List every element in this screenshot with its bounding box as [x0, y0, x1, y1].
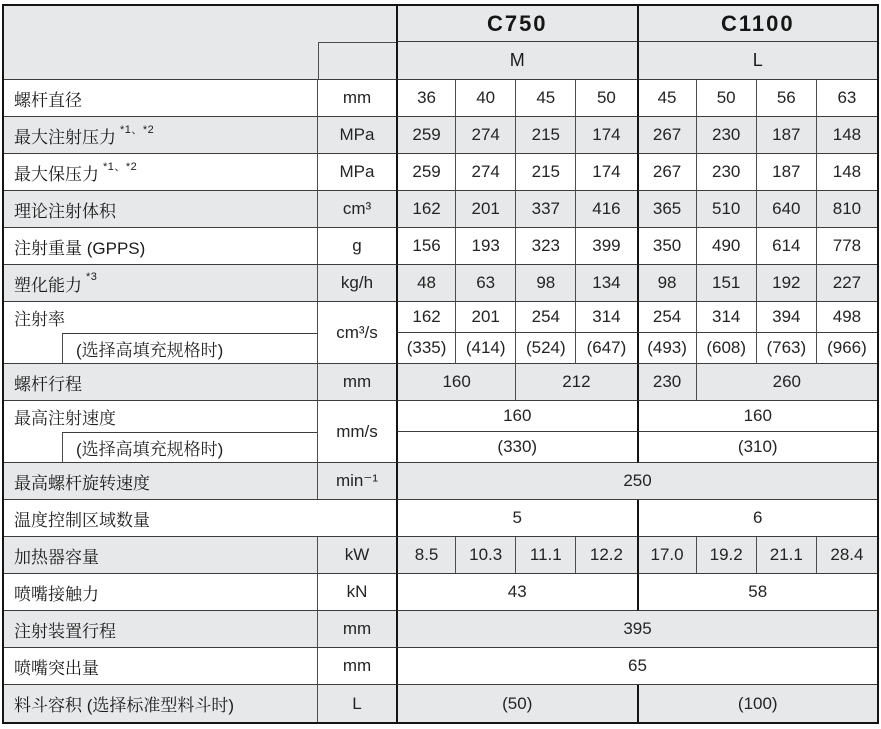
value-cell: 48	[396, 265, 456, 302]
value-cell: (647)	[576, 333, 636, 364]
value-cell: 50	[697, 80, 757, 117]
value-cell: 810	[817, 191, 877, 228]
value-cell: 43	[396, 574, 637, 611]
unit-screw-stroke: mm	[318, 364, 396, 401]
value-cell: 323	[516, 228, 576, 265]
label-text: 温度控制区域数量	[14, 510, 150, 530]
value-cell: 215	[516, 154, 576, 191]
value-cell: 230	[697, 117, 757, 154]
value-cell: 490	[697, 228, 757, 265]
value-cell: (966)	[817, 333, 877, 364]
value-cell: 614	[757, 228, 817, 265]
label-text: 加热器容量	[14, 547, 99, 567]
value-cell: 193	[456, 228, 516, 265]
value-cell: 187	[757, 117, 817, 154]
value-cell: 65	[396, 648, 877, 685]
value-cell: 148	[817, 117, 877, 154]
value-cell: 134	[576, 265, 636, 302]
value-cell: 254	[516, 302, 576, 333]
value-cell: 12.2	[576, 537, 636, 574]
value-cell: (608)	[697, 333, 757, 364]
value-cell: 162	[396, 302, 456, 333]
unit-max-screw-rotation-speed: min⁻¹	[318, 463, 396, 500]
label-text: 塑化能力	[14, 275, 82, 295]
label-note: *1、*2	[120, 124, 155, 136]
label-text: 料斗容积 (选择标准型料斗时)	[14, 696, 235, 715]
value-cell: 778	[817, 228, 877, 265]
row-label-max-injection-speed	[4, 401, 318, 463]
value-cell: 151	[697, 265, 757, 302]
value-cell: 10.3	[456, 537, 516, 574]
value-cell: 260	[697, 364, 877, 401]
unit-injection-unit-stroke: mm	[318, 611, 396, 648]
unit-max-holding-pressure: MPa	[318, 154, 396, 191]
value-cell: 36	[396, 80, 456, 117]
value-cell: 11.1	[516, 537, 576, 574]
value-cell: 160	[396, 364, 516, 401]
label-text: 注射率	[14, 310, 65, 329]
value-cell: 160	[396, 401, 637, 432]
value-cell: 201	[456, 302, 516, 333]
value-cell: (524)	[516, 333, 576, 364]
value-cell: 160	[637, 401, 878, 432]
value-cell: 267	[637, 117, 697, 154]
unit-nozzle-contact-force: kN	[318, 574, 396, 611]
value-cell: 5	[396, 500, 637, 537]
value-cell: 56	[757, 80, 817, 117]
value-cell: 19.2	[697, 537, 757, 574]
value-cell: 98	[637, 265, 697, 302]
row-label-max-injection-pressure	[4, 117, 318, 154]
value-cell: 416	[576, 191, 636, 228]
value-cell: 8.5	[396, 537, 456, 574]
row-label-plasticizing-capacity	[4, 265, 318, 302]
value-cell: 267	[637, 154, 697, 191]
row-label-screw-stroke	[4, 364, 318, 401]
value-cell: 337	[516, 191, 576, 228]
value-cell: 21.1	[757, 537, 817, 574]
model-header-c750: C750	[396, 6, 637, 42]
value-cell: 192	[757, 265, 817, 302]
value-cell: 45	[637, 80, 697, 117]
value-cell: 314	[576, 302, 636, 333]
value-cell: 17.0	[637, 537, 697, 574]
label-text: 最高注射速度	[14, 409, 116, 428]
value-cell: 399	[576, 228, 636, 265]
value-cell: 148	[817, 154, 877, 191]
size-header-l: L	[637, 42, 878, 80]
unit-injection-weight: g	[318, 228, 396, 265]
value-cell: 365	[637, 191, 697, 228]
value-cell: (310)	[637, 432, 878, 463]
value-cell: 259	[396, 154, 456, 191]
value-cell: (335)	[396, 333, 456, 364]
value-cell: 156	[396, 228, 456, 265]
value-cell: 350	[637, 228, 697, 265]
row-label-temperature-control-zones	[4, 500, 396, 537]
value-cell: 640	[757, 191, 817, 228]
value-cell: 394	[757, 302, 817, 333]
value-cell: 50	[576, 80, 636, 117]
value-cell: 58	[637, 574, 878, 611]
label-text: 注射重量 (GPPS)	[14, 238, 146, 258]
value-cell: 187	[757, 154, 817, 191]
value-cell: 63	[456, 265, 516, 302]
value-cell: 314	[697, 302, 757, 333]
value-cell: (50)	[396, 685, 637, 722]
value-cell: (493)	[637, 333, 697, 364]
row-label-screw-diameter	[4, 80, 318, 117]
model-header-c1100: C1100	[637, 6, 878, 42]
label-text: 最大保压力	[14, 164, 99, 184]
unit-heater-capacity: kW	[318, 537, 396, 574]
value-cell: 215	[516, 117, 576, 154]
sub-label-high-filling-spec: (选择高填充规格时)	[62, 432, 317, 462]
value-cell: (100)	[637, 685, 878, 722]
value-cell: 98	[516, 265, 576, 302]
row-label-heater-capacity	[4, 537, 318, 574]
value-cell: 201	[456, 191, 516, 228]
row-label-max-screw-rotation-speed	[4, 463, 318, 500]
label-text: 螺杆直径	[14, 90, 82, 110]
value-cell: 230	[697, 154, 757, 191]
label-text: 最大注射压力	[14, 127, 116, 147]
label-text: 理论注射体积	[14, 201, 116, 221]
value-cell: 162	[396, 191, 456, 228]
unit-max-injection-pressure: MPa	[318, 117, 396, 154]
value-cell: 230	[637, 364, 697, 401]
label-text: 注射装置行程	[14, 621, 116, 641]
row-label-nozzle-contact-force	[4, 574, 318, 611]
row-label-theoretical-injection-volume	[4, 191, 318, 228]
injection-unit-spec-table	[2, 4, 879, 724]
label-note: *1、*2	[103, 161, 138, 173]
row-label-max-holding-pressure	[4, 154, 318, 191]
value-cell: 274	[456, 117, 516, 154]
unit-nozzle-protrusion: mm	[318, 648, 396, 685]
label-text: 喷嘴突出量	[14, 658, 99, 678]
label-text: 喷嘴接触力	[14, 584, 99, 604]
row-label-injection-rate	[4, 302, 318, 364]
label-note: *3	[86, 271, 98, 283]
value-cell: 510	[697, 191, 757, 228]
value-cell: 174	[576, 117, 636, 154]
value-cell: 6	[637, 500, 878, 537]
label-text: 最高螺杆旋转速度	[14, 473, 150, 493]
unit-screw-diameter: mm	[318, 80, 396, 117]
value-cell: 259	[396, 117, 456, 154]
row-label-injection-weight	[4, 228, 318, 265]
row-label-nozzle-protrusion	[4, 648, 318, 685]
value-cell: (414)	[456, 333, 516, 364]
value-cell: (330)	[396, 432, 637, 463]
value-cell: 498	[817, 302, 877, 333]
size-header-m: M	[396, 42, 637, 80]
value-cell: 227	[817, 265, 877, 302]
sub-label-high-filling-spec: (选择高填充规格时)	[62, 333, 317, 363]
value-cell: 63	[817, 80, 877, 117]
unit-theoretical-injection-volume: cm³	[318, 191, 396, 228]
unit-hopper-capacity: L	[318, 685, 396, 722]
value-cell: 40	[456, 80, 516, 117]
unit-max-injection-speed: mm/s	[318, 401, 396, 463]
value-cell: (763)	[757, 333, 817, 364]
row-label-hopper-capacity	[4, 685, 318, 722]
value-cell: 28.4	[817, 537, 877, 574]
value-cell: 395	[396, 611, 877, 648]
value-cell: 212	[516, 364, 636, 401]
value-cell: 274	[456, 154, 516, 191]
value-cell: 174	[576, 154, 636, 191]
corner-unit-cell	[318, 42, 396, 80]
unit-injection-rate: cm³/s	[318, 302, 396, 364]
value-cell: 45	[516, 80, 576, 117]
value-cell: 254	[637, 302, 697, 333]
label-text: 螺杆行程	[14, 374, 82, 394]
unit-plasticizing-capacity: kg/h	[318, 265, 396, 302]
value-cell: 250	[396, 463, 877, 500]
row-label-injection-unit-stroke	[4, 611, 318, 648]
